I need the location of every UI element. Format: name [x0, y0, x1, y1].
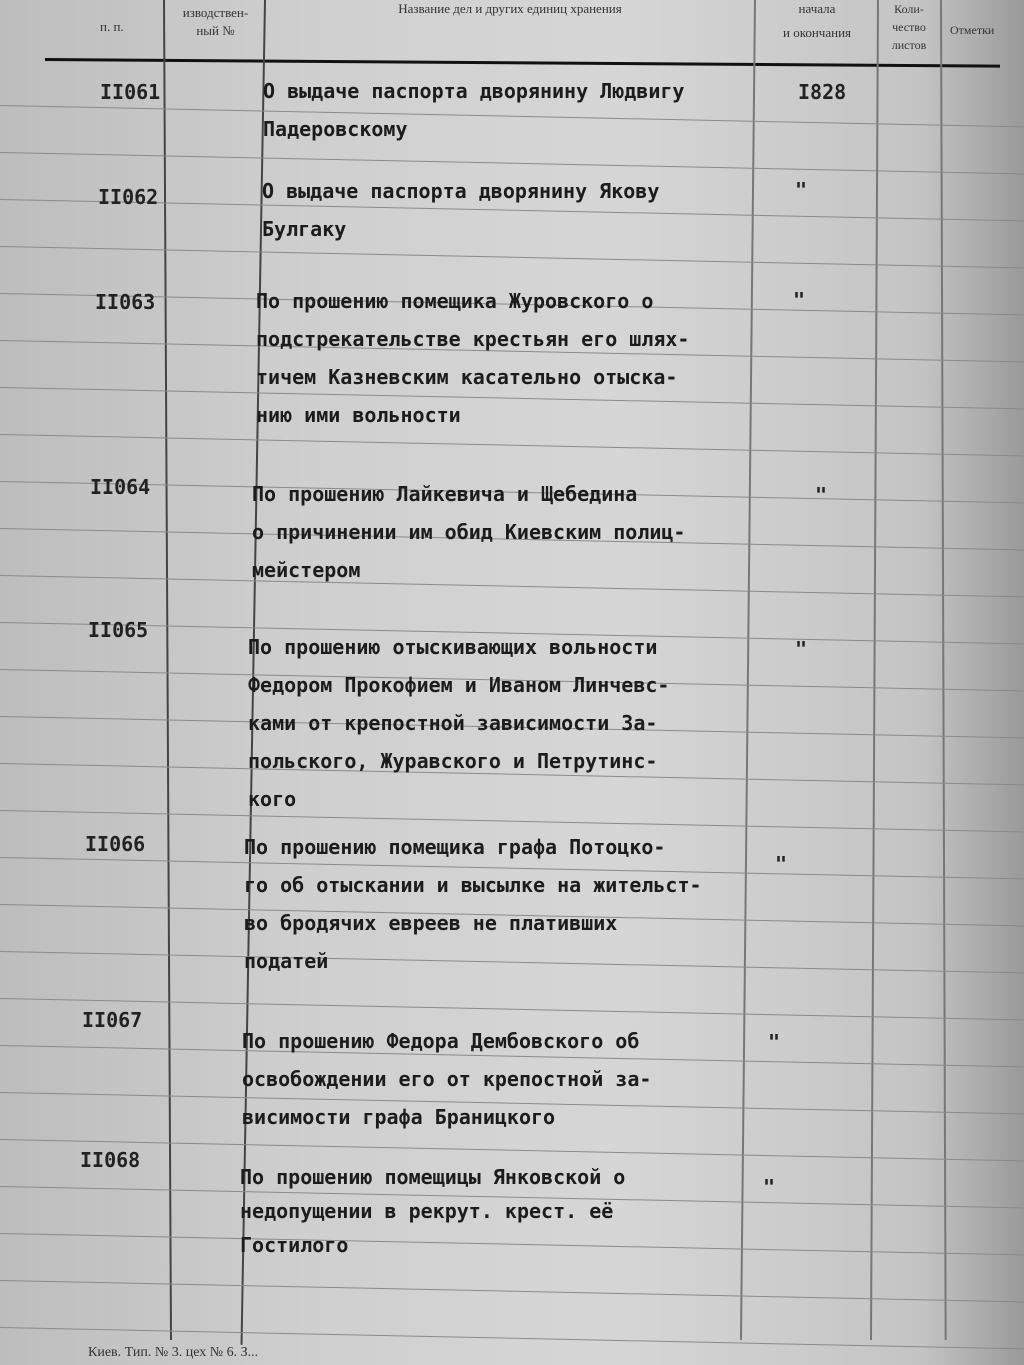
header-dates-line: и окончания [782, 24, 852, 40]
entry-title: По прошению Федора Дембовского об освобождении его от крепостной за- висимости графа Браницкого [242, 1029, 652, 1129]
entry-title: По прошению помещика Журовского о подстрекательстве крестьян его шлях- тичем Казневским касательно отыска- нию ими вольности [256, 289, 690, 427]
entry-date: " [795, 178, 808, 202]
entry-number: II064 [90, 475, 151, 499]
entry-number: II065 [88, 618, 149, 642]
header-number: п. п. [100, 19, 124, 34]
entry-title: По прошению отыскивающих вольности Федором Прокофием и Иваном Линчевс- ками от крепостной зависимости За- польского, Журавского и Петрутинс- кого [248, 635, 670, 811]
entry-number: II067 [82, 1008, 143, 1032]
ruled-line [0, 246, 1024, 268]
header-prod-number-line: ный № [196, 22, 235, 38]
header-sheets-line: Коли- [894, 2, 924, 16]
entry-date: I828 [798, 80, 847, 104]
header-divider [45, 58, 1000, 68]
entry-date: " [763, 1175, 776, 1199]
header-dates-line: начала [798, 1, 836, 16]
header-title: Название дел и других единиц хранения [398, 1, 622, 16]
ruled-line [0, 998, 1024, 1020]
entry-date: " [775, 852, 788, 876]
entry-number: II063 [95, 290, 156, 314]
entry-date: " [768, 1030, 781, 1054]
header-sheets-line: чество [892, 20, 926, 34]
column-divider [940, 0, 946, 1340]
column-divider [870, 0, 879, 1340]
column-divider [163, 0, 172, 1340]
entry-title: По прошению помещика графа Потоцко- го об отыскании и высылке на жительст- во бродячих евреев не плативших податей [244, 835, 702, 973]
entry-title: По прошению Лайкевича и Щебедина о причинении им обид Киевским полиц- мейстером [252, 482, 686, 582]
header-notes: Отметки [950, 23, 995, 37]
ruled-line [0, 434, 1024, 456]
entry-title: По прошению помещицы Янковской о недопущении в рекрут. крест. её Гостилого [240, 1165, 626, 1257]
entry-title: О выдаче паспорта дворянину Людвигу Падеровскому [263, 79, 685, 141]
header-prod-number-line: изводствен- [182, 5, 249, 20]
entry-date: " [795, 637, 808, 661]
entry-date: " [815, 483, 828, 507]
header-prod-number [168, 4, 263, 39]
entry-number: II062 [98, 185, 159, 209]
entry-number: II066 [85, 832, 146, 856]
entry-title: О выдаче паспорта дворянину Якову Булгаку [262, 179, 660, 241]
entry-number: II068 [80, 1148, 141, 1172]
header-sheets-line: листов [891, 38, 927, 52]
header-dates [758, 0, 876, 41]
header-sheets [880, 0, 938, 54]
printer-imprint: Киев. Тип. № 3. цех № 6. З... [88, 1345, 259, 1360]
entry-date: " [793, 288, 806, 312]
entry-number: II061 [100, 80, 161, 104]
